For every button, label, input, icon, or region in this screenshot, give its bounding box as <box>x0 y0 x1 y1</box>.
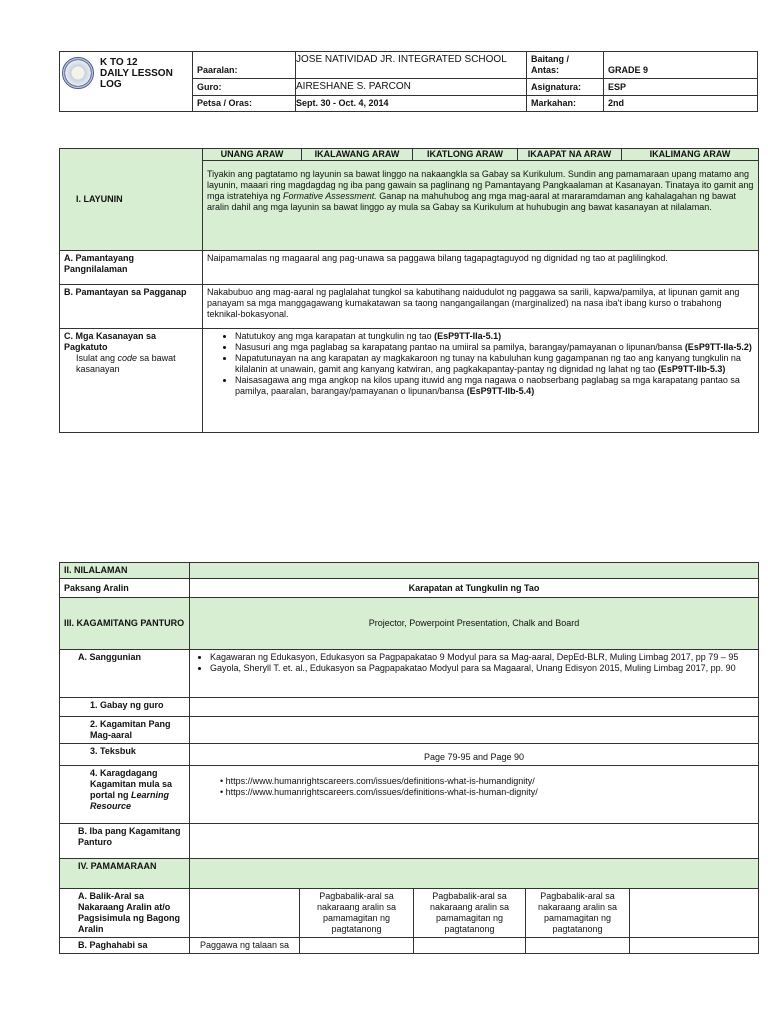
baitang-value: GRADE 9 <box>604 52 758 79</box>
kasanayan-label: C. Mga Kasanayan sa Pagkatuto <box>64 331 157 352</box>
markahan-label: Markahan: <box>527 96 604 112</box>
sanggunian-label: A. Sanggunian <box>60 650 190 698</box>
nilalaman-value <box>190 563 759 579</box>
logo-cell <box>60 52 193 112</box>
paksang-value: Karapatan at Tungkulin ng Tao <box>190 579 759 598</box>
teksbuk-value: Page 79-95 and Page 90 <box>190 744 759 766</box>
layunin-text-em: Formative Assessment. <box>283 191 377 201</box>
day-header-1: UNANG ARAW <box>203 149 302 161</box>
kagamitan-label: III. KAGAMITANG PANTURO <box>60 598 190 650</box>
sanggunian-item: • Gayola, Sheryll T. et. al., Edukasyon sa Pagpapakatao Modyul para sa Magaaral, Unang Edisyon 2015, Muling Limbag 2017, pp. 90 <box>210 663 754 674</box>
kasanayan-item-text: Natutukoy ang mga karapatan at tungkulin ng tao <box>235 331 435 341</box>
balik-cell-4: Pagbabalik-aral sa nakaraang aralin sa pamamagitan ng pagtatanong <box>526 889 630 938</box>
kasanayan-sublabel <box>64 353 198 375</box>
pamamaraan-label: IV. PAMAMARAAN <box>60 859 190 889</box>
nilalaman-table <box>59 562 759 954</box>
paghahabi-cell-3 <box>414 938 526 954</box>
gabay-label: 1. Gabay ng guro <box>60 698 190 717</box>
kasanayan-item <box>235 353 754 375</box>
kasanayan-sub-em: code <box>117 353 138 363</box>
kagamitan-pang-label: 2. Kagamitan Pang Mag-aaral <box>60 717 190 744</box>
kasanayan-list <box>217 331 754 397</box>
petsa-label: Petsa / Oras: <box>193 96 296 112</box>
kasanayan-item-code: (EsP9TT-IIb-5.4) <box>466 386 535 396</box>
asignatura-value: ESP <box>604 79 758 96</box>
balik-label: A. Balik-Aral sa Nakaraang Aralin at/o Pagsisimula ng Bagong Aralin <box>60 889 190 938</box>
guro-label: Guro: <box>193 79 296 96</box>
kagamitan-pang-value <box>190 717 759 744</box>
nilalaman-label: II. NILALAMAN <box>60 563 190 579</box>
balik-cell-2: Pagbabalik-aral sa nakaraang aralin sa pamamagitan ng pagtatanong <box>300 889 414 938</box>
day-header-5: IKALIMANG ARAW <box>622 149 759 161</box>
paaralan-label: Paaralan: <box>193 52 296 79</box>
kagamitan-value: Projector, Powerpoint Presentation, Chalk and Board <box>190 598 759 650</box>
layunin-label: I. LAYUNIN <box>60 149 203 251</box>
deped-seal-icon <box>62 57 94 89</box>
gabay-value <box>190 698 759 717</box>
paksang-label: Paksang Aralin <box>60 579 190 598</box>
petsa-value: Sept. 30 - Oct. 4, 2014 <box>296 96 527 112</box>
pamantayang-pangnilalaman-label: A. Pamantayang Pangnilalaman <box>60 251 203 285</box>
karagdagang-links <box>190 766 759 824</box>
paaralan-value: JOSE NATIVIDAD JR. INTEGRATED SCHOOL <box>296 52 527 79</box>
kasanayan-label-cell <box>60 329 203 433</box>
kasanayan-item-code: (EsP9TT-IIa-5.2) <box>684 342 752 352</box>
karagdagang-label-em: Learning Resource <box>90 790 170 811</box>
paghahabi-cell-2 <box>300 938 414 954</box>
kasanayan-sub-b: sa bawat kasanayan <box>76 353 176 374</box>
sanggunian-list-cell <box>190 650 759 698</box>
resource-link[interactable]: • https://www.humanrightscareers.com/issues/definitions-what-is-humandignity/ <box>220 776 535 786</box>
sanggunian-item: • Kagawaran ng Edukasyon, Edukasyon sa Pagpapakatao 9 Modyul para sa Mag-aaral, DepEd-BLR, Muling Limbag 2017, pp 79 – 95 <box>210 652 754 663</box>
baitang-label: Baitang / Antas: <box>527 52 604 79</box>
kasanayan-item-text: Napatutunayan na ang karapatan ay magkakaroon ng tunay na kabuluhan kung gagampanan ng tao ang kanyang tungkulin na kilalanin at unawain, gamit ang kanyang katwiran, ang pagkakapantay-pantay ng dignidad ng lahat ng tao <box>235 353 741 374</box>
layunin-text-b: Ganap na mahuhubog ang mga mag-aaral at mararamdaman ang kahalagahan ng bawat aralin dahil ang mga layunin sa bawat linggo ay mula sa Gabay sa Kurikulum at huhubugin ang bawat kasanayan at nilalaman. <box>207 191 736 212</box>
paghahabi-label: B. Paghahabi sa <box>60 938 190 954</box>
header-table <box>59 51 758 112</box>
iba-label: B. Iba pang Kagamitang Panturo <box>60 824 190 859</box>
resource-link[interactable]: • https://www.humanrightscareers.com/issues/definitions-what-is-human-dignity/ <box>220 787 538 797</box>
kasanayan-item-code: (EsP9TT-IIa-5.1) <box>434 331 502 341</box>
day-header-4: IKAAPAT NA ARAW <box>518 149 622 161</box>
balik-cell-5 <box>630 889 759 938</box>
kasanayan-item <box>235 331 754 342</box>
sanggunian-list <box>192 652 754 674</box>
dll-title <box>100 57 173 90</box>
paghahabi-cell-1: Paggawa ng talaan sa <box>190 938 300 954</box>
guro-value: AIRESHANE S. PARCON <box>296 79 527 96</box>
markahan-value: 2nd <box>604 96 758 112</box>
asignatura-label: Asignatura: <box>527 79 604 96</box>
title-line-3: LOG <box>100 79 122 90</box>
pamantayang-pangnilalaman-text: Naipamamalas ng magaaral ang pag-unawa sa paggawa bilang tagapagtaguyod ng dignidad ng tao at paglilingkod. <box>203 251 759 285</box>
kasanayan-list-cell <box>203 329 759 433</box>
title-line-2: DAILY LESSON <box>100 68 173 79</box>
kasanayan-item <box>235 342 754 353</box>
karagdagang-label-a: 4. Karagdagang Kagamitan mula sa portal ng <box>90 768 173 800</box>
karagdagang-label <box>60 766 190 824</box>
pamantayan-pagganap-label: B. Pamantayan sa Pagganap <box>60 285 203 329</box>
kasanayan-item-text: Naisasagawa ang mga angkop na kilos upang ituwid ang mga nagawa o naobserbang paglabag sa mga karapatang pantao sa pamilya, paaralan, barangay/pamayanan o lipunan/bansa <box>235 375 740 396</box>
layunin-table <box>59 148 759 433</box>
layunin-text <box>203 161 759 251</box>
kasanayan-sub-a: Isulat ang <box>76 353 118 363</box>
layunin-text-a: Tiyakin ang pagtatamo ng layunin sa bawat linggo na nakaangkla sa Gabay sa Kurikulum. Sundin ang pamamaraan upang matamo ang layunin, maaari ring magdagdag ng iba pang gawain sa paglinang ng Pamantayang Pangkaalaman at Kasanayan. Tinataya ito gamit ang mga istratehiya ng <box>207 169 754 201</box>
pamamaraan-value <box>190 859 759 889</box>
balik-cell-1 <box>190 889 300 938</box>
teksbuk-label: 3. Teksbuk <box>60 744 190 766</box>
balik-cell-3: Pagbabalik-aral sa nakaraang aralin sa pamamagitan ng pagtatanong <box>414 889 526 938</box>
iba-value <box>190 824 759 859</box>
pamantayan-pagganap-text: Nakabubuo ang mag-aaral ng paglalahat tungkol sa kabutihang naidudulot ng paggawa sa sarili, kapwa/pamilya, at lipunan gamit ang panayam sa mga manggagawang kumakatawan sa taong nangangailangan (marginalized) na nasa iba't ibang kurso o trabahong teknikal-bokasyonal. <box>203 285 759 329</box>
paghahabi-cell-4 <box>526 938 630 954</box>
day-header-2: IKALAWANG ARAW <box>302 149 413 161</box>
kasanayan-item-text: Nasusuri ang mga paglabag sa karapatang pantao na umiiral sa pamilya, barangay/pamayanan o lipunan/bansa <box>235 342 685 352</box>
kasanayan-item-code: (EsP9TT-IIb-5.3) <box>657 364 726 374</box>
title-line-1: K TO 12 <box>100 57 138 68</box>
day-header-3: IKATLONG ARAW <box>413 149 518 161</box>
kasanayan-item <box>235 375 754 397</box>
paghahabi-cell-5 <box>630 938 759 954</box>
